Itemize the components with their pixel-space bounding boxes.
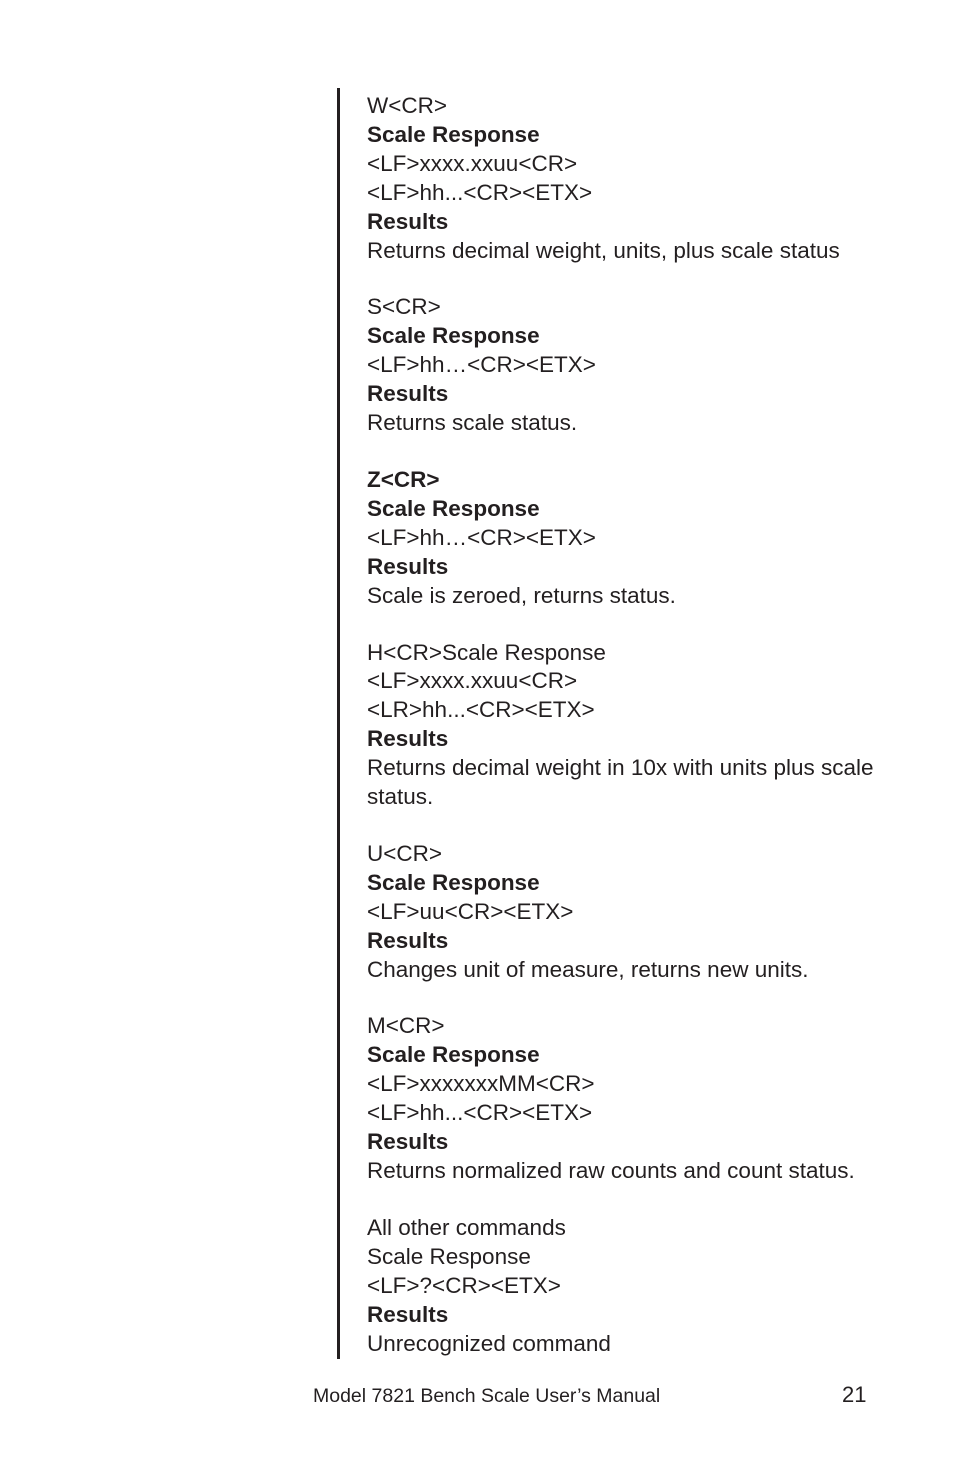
results-label: Results <box>367 1129 449 1155</box>
command-name: H<CR>Scale Response <box>367 639 606 665</box>
response-line: <LF>xxxxxxxMM<CR> <box>367 1071 595 1097</box>
command-block <box>367 92 927 265</box>
scale-response-label: Scale Response <box>367 869 540 895</box>
command-name: All other commands <box>367 1214 566 1240</box>
response-line: <LF>hh…<CR><ETX> <box>367 352 596 378</box>
command-block <box>367 840 927 985</box>
scale-response-label: Scale Response <box>367 1243 531 1269</box>
result-text: Returns decimal weight in 10x with units plus scale status. <box>367 755 874 810</box>
response-line: <LF>xxxx.xxuu<CR> <box>367 150 578 176</box>
result-text: Returns scale status. <box>367 410 578 436</box>
command-list <box>367 92 927 1386</box>
results-label: Results <box>367 381 449 407</box>
response-line: <LF>uu<CR><ETX> <box>367 898 574 924</box>
command-block <box>367 293 927 438</box>
page-number: 21 <box>842 1382 867 1407</box>
command-name: W<CR> <box>367 93 448 118</box>
result-text: Returns normalized raw counts and count status. <box>367 1158 855 1183</box>
command-block <box>367 639 927 812</box>
response-line: <LF>xxxx.xxuu<CR> <box>367 668 578 694</box>
result-text: Scale is zeroed, returns status. <box>367 582 676 608</box>
result-text: Returns decimal weight, units, plus scale status <box>367 237 840 263</box>
scale-response-label: Scale Response <box>367 121 540 147</box>
results-label: Results <box>367 553 449 579</box>
response-line: <LR>hh...<CR><ETX> <box>367 697 595 723</box>
command-name: U<CR> <box>367 840 443 866</box>
command-block <box>367 1214 927 1359</box>
footer-manual-title: Model 7821 Bench Scale User’s Manual <box>313 1385 661 1407</box>
response-line: <LF>?<CR><ETX> <box>367 1272 561 1298</box>
command-name: M<CR> <box>367 1013 445 1039</box>
command-name: Z<CR> <box>367 466 440 492</box>
scale-response-label: Scale Response <box>367 495 540 521</box>
result-text: Unrecognized command <box>367 1330 611 1356</box>
results-label: Results <box>367 726 449 752</box>
results-label: Results <box>367 927 449 953</box>
command-name: S<CR> <box>367 294 441 320</box>
results-label: Results <box>367 1301 449 1327</box>
response-line: <LF>hh...<CR><ETX> <box>367 1100 593 1126</box>
margin-change-bar <box>337 88 340 1359</box>
scale-response-label: Scale Response <box>367 323 540 349</box>
command-block <box>367 1012 927 1185</box>
scale-response-label: Scale Response <box>367 1042 540 1068</box>
results-label: Results <box>367 208 449 234</box>
response-line: <LF>hh...<CR><ETX> <box>367 179 593 205</box>
result-text: Changes unit of measure, returns new units. <box>367 956 809 982</box>
command-block <box>367 466 927 611</box>
response-line: <LF>hh…<CR><ETX> <box>367 524 596 550</box>
